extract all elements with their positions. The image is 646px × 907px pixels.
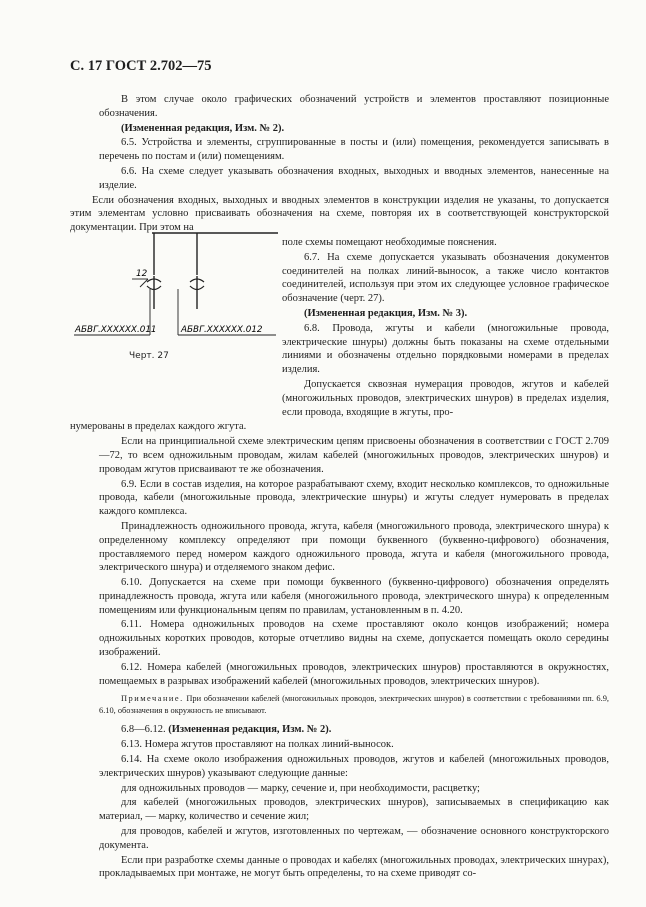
paragraph: Принадлежность одножильного провода, жгута, кабеля (многожильного провода, электрического шнура) к определенному комплексу определяют при помощи буквенного (буквенно-цифрового) обозначения, проставляемого перед номером каждого одножильного провода, жгута и кабеля (многожильного провода, электрического шнура) и отделяемого знаком дефис. [99, 520, 609, 574]
edit-note: (Измененная редакция, Изм. № 2). [121, 122, 285, 134]
paragraph-6-6: 6.6. На схеме следует указывать обозначения входных, выходных и вводных элементов, нанесенные на изделие. [99, 165, 609, 191]
edit-note-line [99, 723, 609, 737]
paragraph-6-12: 6.12. Номера кабелей (многожильных проводов, электрических шнуров) проставляются в окружностях, помещаемых в разрывах изображений кабелей (многожильных проводов, электрических шнуров). [99, 661, 609, 687]
contact-count-label: 12 [136, 269, 148, 279]
paragraph-6-10: 6.10. Допускается на схеме при помощи буквенного (буквенно-цифрового) обозначения определять принадлежность провода, жгута или кабеля (многожильного провода, электрического шнура) к определенным помещениям или функциональным цепям по правилам, установленным в п. 4.20. [99, 577, 609, 616]
figure-caption: Черт. 27 [129, 351, 169, 361]
paragraph: поле схемы помещают необходимые пояснения. [282, 236, 497, 248]
paragraph-6-7: 6.7. На схеме допускается указывать обозначения документов соединителей на полках линий-выносок, а также число контактов соединителей, используя при этом их следующее условное графическое обозначение (черт. 27). [282, 251, 609, 305]
edit-note: (Измененная редакция, Изм. № 2). [168, 724, 332, 736]
body-text [70, 93, 609, 882]
note-label: Примечание. [121, 694, 184, 704]
paragraph: для одножильных проводов — марку, сечение и, при необходимости, расцветку; [121, 782, 480, 794]
paragraph-6-8: 6.8. Провода, жгуты и кабели (многожильные провода, электрические шнуры) должны быть показаны на схеме отдельными линиями и обозначены отдельно порядковыми номерами в пределах изделия. [282, 322, 609, 376]
note-text: При обозначении кабелей (многожильных проводов, электрических шнуров) в соответствии с требованиями пп. 6.9, 6.10, обозначения в окружность не вписывают. [99, 694, 609, 716]
footnote [99, 693, 609, 717]
paragraph: Если при разработке схемы данные о проводах и кабелях (многожильных проводах, электрических шнурах), прокладываемых при монтаже, не могут быть определены, то на схеме приводят со- [99, 854, 609, 880]
connector-diagram [70, 225, 280, 350]
paragraph: Если на принципиальной схеме электрическим цепям присвоены обозначения в соответствии с ГОСТ 2.709—72, то всем одножильным проводам, жилам кабелей (многожильных проводов, электрических шнуров) и проводам жгутов присваивают те же обозначения. [99, 436, 609, 475]
paragraph: Если обозначения входных, выходных и вводных элементов в конструкции изделия не указаны, то допускается этим элементам условно присваивать обозначения на схеме, повторяя их в соответствующей конструкторской документации. При этом на [70, 194, 609, 234]
paragraph-6-9: 6.9. Если в состав изделия, на которое разрабатывают схему, входит несколько комплексов, то одножильные провода, кабели (многожильные провода, электрические шнуры) и жгуты следует нумеровать в пределах каждого комплекса. [99, 478, 609, 518]
paragraph: В этом случае около графических обозначений устройств и элементов проставляют позиционные обозначения. [99, 94, 609, 119]
figure-27 [70, 225, 280, 370]
doc-label-right: АБВГ.ХХХХХХ.012 [181, 325, 263, 335]
leader-number [140, 279, 148, 287]
paragraph: Допускается сквозная нумерация проводов, жгутов и кабелей (многожильных проводов, электрических шнуров) в пределах изделия, если провода, входящие в жгуты, про- [282, 378, 609, 418]
paragraph-6-14: 6.14. На схеме около изображения одножильных проводов, жгутов и кабелей (многожильных проводов, электрических шнуров) указывают следующие данные: [99, 754, 609, 779]
figure-side-column [282, 236, 609, 419]
paragraph: для кабелей (многожильных проводов, электрических шнуров), записываемых в спецификацию как материал, — марку, количество и сечение жил; [99, 797, 609, 823]
edit-ref: 6.8—6.12. [121, 724, 166, 736]
paragraph-6-13: 6.13. Номера жгутов проставляют на полках линий-выносок. [121, 739, 394, 751]
paragraph-6-5: 6.5. Устройства и элементы, сгруппированные в посты и (или) помещения, рекомендуется записывать в перечень по постам и (или) помещениям. [99, 137, 609, 163]
paragraph: для проводов, кабелей и жгутов, изготовленных по чертежам, — обозначение основного конструкторского документа. [99, 826, 609, 851]
edit-note: (Измененная редакция, Изм. № 3). [304, 307, 468, 319]
doc-label-left: АБВГ.ХХХХХХ.011 [75, 325, 157, 335]
paragraph: нумерованы в пределах каждого жгута. [70, 421, 247, 433]
page-header: С. 17 ГОСТ 2.702—75 [70, 58, 212, 74]
paragraph-6-11: 6.11. Номера одножильных проводов на схеме проставляют около концов изображений; номера одножильных коротких проводов, которые отчетливо видны на схеме, допускается помещать около середины изображений. [99, 619, 609, 659]
